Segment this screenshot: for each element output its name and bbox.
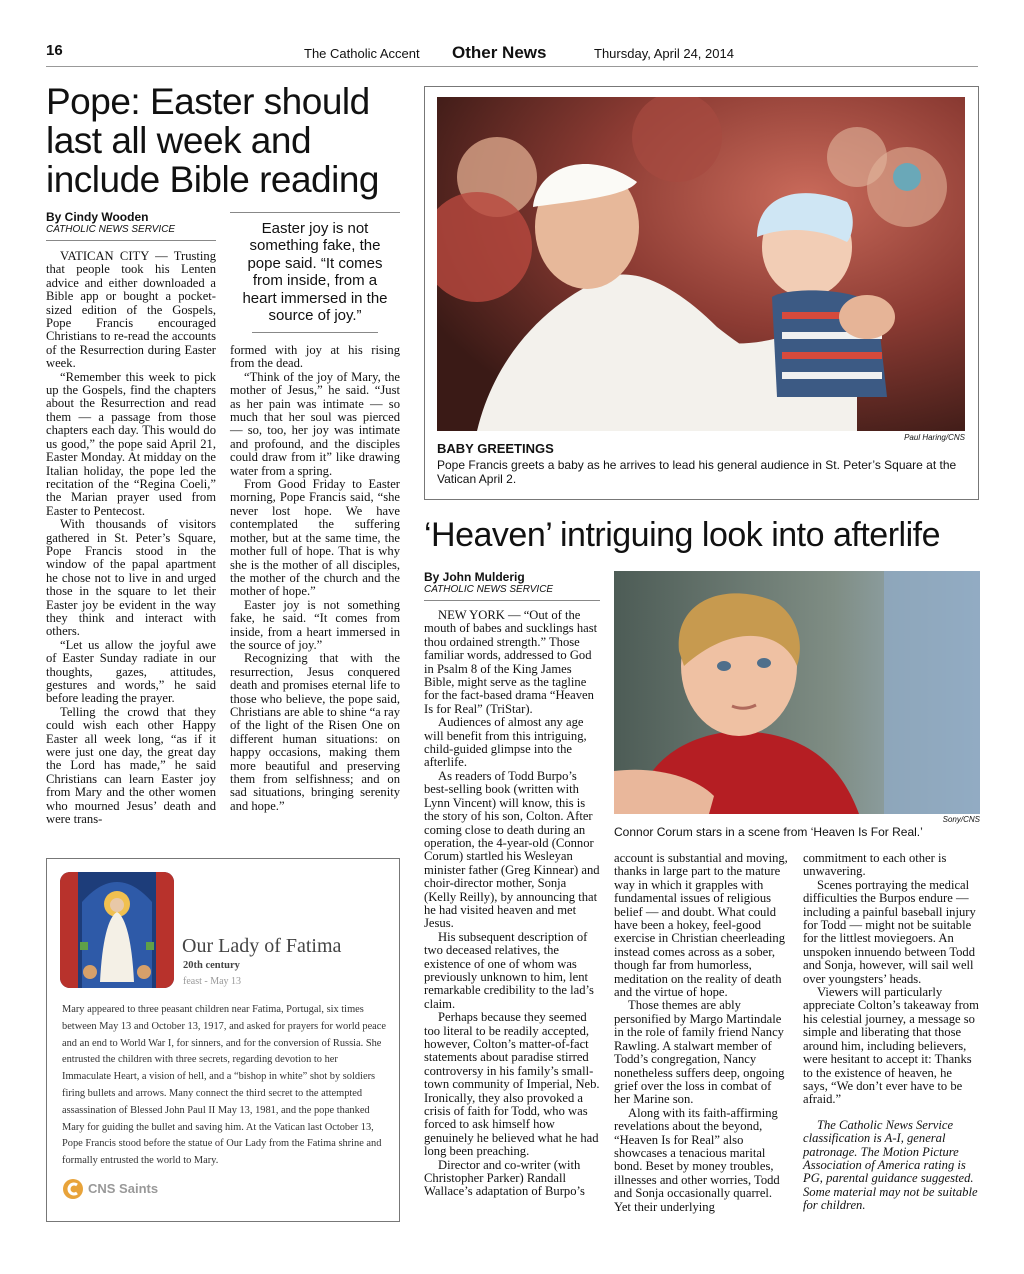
paragraph: Telling the crowd that they could wish each other Happy Easter all week long, “as if it were just one day, the great day the Lord has made,” he said Christians can learn Easter joy from Mary and the other women who mourned Jesus’ death and were trans- <box>46 704 216 827</box>
page-number: 16 <box>46 42 63 59</box>
publication-date: Thursday, April 24, 2014 <box>594 46 734 61</box>
paragraph: Along with its faith-affirming revelations about the beyond, “Heaven Is for Real” also showcases a tenacious marital bond. Beset by money troubles, illnesses and other worries, Todd and Sonja occasionally quarrel. Yet their underlying <box>614 1105 780 1214</box>
photo1-caption: Pope Francis greets a baby as he arrives to lead his general audience in St. Peter’s Square at the Vatican April 2. <box>437 458 957 486</box>
story1-column-1 <box>46 250 216 826</box>
paragraph: “Remember this week to pick up the Gospels, find the chapters about the Resurrection and read them — a passage from those chapters each day. This would do us good,” the pope said April 21, Easter Monday. At midday on the Italian holiday, the pope led the recitation of the “Regina Coeli,” the Marian prayer used from Easter to Pentecost. <box>46 369 216 518</box>
paragraph: commitment to each other is unwavering. <box>803 851 947 879</box>
pull-quote-rule-bottom <box>252 332 378 333</box>
pull-quote: Easter joy is not something fake, the pope said. “It comes from inside, from a heart immersed in the source of joy.” <box>242 220 388 325</box>
pope-greeting-baby-photo <box>437 97 965 431</box>
story2-byline <box>424 570 599 595</box>
saint-description: Mary appeared to three peasant children near Fatima, Portugal, six times between May 13 and October 13, 1917, and asked for prayers for world peace and an end to World War I, for sinners, and for the conversion of Russia. She entrusted the children with three secrets, regarding devotion to her Immaculate Heart, a vision of hell, and a “bishop in white” shot by soldiers firing bullets and arrows. Many connect the third secret to the attempted assassination of Blessed John Paul II May 13, 1981, and the pope thanked Mary for guiding the bullet and saving him. At the Vatican last October 13, Pope Francis stood before the statue of Our Lady from the Fatima shrine and formally entrusted the world to Mary. <box>62 1004 387 1167</box>
pull-quote-rule-top <box>230 212 400 213</box>
paragraph: With thousands of visitors gathered in St. Peter’s Square, Pope Francis stood in the window of the papal apartment he chose not to live in and urged those in the square to let their Easter joy be evident in the way they think and interact with others. <box>46 517 216 639</box>
saint-feast: feast - May 13 <box>183 976 242 987</box>
saint-name: Our Lady of Fatima <box>182 935 342 957</box>
story1-byline <box>46 210 216 235</box>
paragraph: Perhaps because they seemed too literal to be readily accepted, however, Colton’s matter-of-fact statements about paradise stirred controversy in his family’s small-town community of Imperial, Neb. Ironically, they also provoked a crisis of faith for Todd, who was forced to ask himself how genuinely he believed what he had long been preaching. <box>424 1010 600 1159</box>
stained-glass-image <box>60 872 174 988</box>
photo1-title: BABY GREETINGS <box>437 441 554 456</box>
story1-author-org: CATHOLIC NEWS SERVICE <box>46 224 176 235</box>
paragraph: Viewers will particularly appreciate Colton’s takeaway from his celestial journey, a message so simple and liberating that those around him, including believers, were hesitant to accept it: Thanks to the existence of heaven, he says, “We don’t ever have to be afraid.” <box>803 985 979 1107</box>
paragraph: “Let us allow the joyful awe of Easter Sunday radiate in our thoughts, gazes, attitudes, gestures and words,” he said before leading the prayer. <box>46 637 216 706</box>
story1-column-2 <box>230 344 400 813</box>
story1-author: By Cindy Wooden <box>46 210 149 224</box>
boy-looking-up-photo <box>614 571 980 814</box>
story2-column-1 <box>424 609 600 1199</box>
paragraph: Director and co-writer (with Christopher Parker) Randall Wallace’s adaptation of Burpo’s <box>424 1157 585 1199</box>
section-name: Other News <box>452 43 547 62</box>
paragraph: His subsequent description of two deceased relatives, the existence of one of whom was previously unknown to him, lent remarkable credibility to the lad’s claim. <box>424 929 594 1011</box>
paragraph: Scenes portraying the medical difficulties the Burpos endure — including a painful baseball injury for Todd — might not be suitable for the littlest moviegoers. An unspoken innuendo between Todd and Sonja, however, will sail well over youngsters’ heads. <box>803 877 976 986</box>
paragraph: Audiences of almost any age will benefit from this intriguing, child-guided glimpse into the afterlife. <box>424 715 587 770</box>
photo2-credit: Sony/CNS <box>942 815 980 824</box>
photo1-credit: Paul Haring/CNS <box>904 433 965 442</box>
paragraph: formed with joy at his rising from the dead. <box>230 343 400 371</box>
rating-note: The Catholic News Service classification is A-I, general patronage. The Motion Picture Association of America rating is PG, parental guidance suggested. Some material may not be suitable for children. <box>803 1117 978 1213</box>
cns-logo-icon <box>62 1178 84 1200</box>
paragraph: VATICAN CITY — Trusting that people took his Lenten advice and either downloaded a Bible app or bought a pocket-sized edition of the Gospels, Pope Francis encouraged Christians to re-read the accounts of the Resurrection during Easter week. <box>46 249 216 371</box>
cns-saints-label: CNS Saints <box>88 1181 159 1196</box>
story2-headline: ‘Heaven’ intriguing look into afterlife <box>424 516 940 554</box>
paragraph: NEW YORK — “Out of the mouth of babes and sucklings hast thou ordained strength.” Those familiar words, addressed to God in Psalm 8 of the King James Bible, might serve as the tagline for the fact-based drama “Heaven Is for Real” (TriStar). <box>424 608 598 716</box>
paragraph: Those themes are ably personified by Margo Martindale in the role of family friend Nancy Rawling. A stalwart member of Todd’s congregation, Nancy nonetheless suffers deep, ongoing grief over the loss in combat of her Marine son. <box>614 998 785 1107</box>
story2-column-2 <box>614 852 790 1214</box>
paragraph: From Good Friday to Easter morning, Pope Francis said, “she never lost hope. We have contemplated the suffering mother, but at the same time, the mother full of hope. That is why she is the mother of all disciples, the mother of the church and the mother of hope.” <box>230 477 400 599</box>
story2-author: By John Mulderig <box>424 570 525 584</box>
publication-name: The Catholic Accent <box>304 46 420 61</box>
paragraph: “Think of the joy of Mary, the mother of Jesus,” he said. “Just as her pain was intimate — so much that her soul was pierced — so, too, her joy was intimate and profound, and the disciples could draw from it” like drawing water from a spring. <box>230 369 400 478</box>
photo2-caption: Connor Corum stars in a scene from ‘Heaven Is For Real.’ <box>614 825 923 839</box>
story1-headline: Pope: Easter should last all week and include Bible reading <box>46 81 380 200</box>
paragraph: Recognizing that with the resurrection, Jesus conquered death and promises eternal life to those who believe, the pope said, Christians are able to shine “a ray of the light of the Risen One on different human situations: on happy occasions, making them more beautiful and preserving them from selfishness; and on sad situations, bringing serenity and hope.” <box>230 651 400 813</box>
paragraph: Easter joy is not something fake, he said. “It comes from inside, from a heart immersed in the source of joy.” <box>230 597 400 652</box>
saint-century: 20th century <box>183 960 240 971</box>
byline-rule <box>424 600 600 601</box>
header-rule <box>46 66 978 67</box>
paragraph: account is substantial and moving, thanks in large part to the mature way in which it grapples with fundamental issues of religious belief — and doubt. What could have been a hokey, feel-good exercise in Christian cheerleading instead comes across as a sober, though far from humorless, meditation on the reality of death and the virtue of hope. <box>614 851 788 1000</box>
paragraph: As readers of Todd Burpo’s best-selling book (written with Lynn Vincent) will know, this is the story of his son, Colton. After coming close to death during an operation, the 4-year-old (Connor Corum) startled his Wesleyan minister father (Greg Kinnear) and choir-director mother, Sonja (Kelly Reilly), by announcing that he had visited heaven and met Jesus. <box>424 768 600 931</box>
byline-rule <box>46 240 216 241</box>
story2-column-3 <box>803 852 979 1213</box>
story2-author-org: CATHOLIC NEWS SERVICE <box>424 584 554 595</box>
